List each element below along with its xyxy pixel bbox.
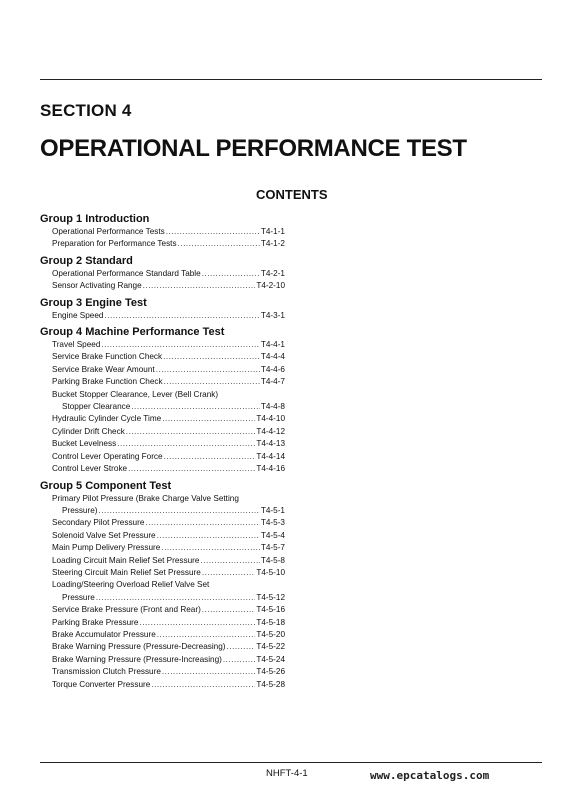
toc-entry[interactable]	[52, 542, 285, 554]
toc-entry[interactable]	[52, 617, 285, 629]
toc-entry-title: Hydraulic Cylinder Cycle Time	[52, 414, 162, 424]
toc-entry[interactable]	[52, 555, 285, 567]
dot-leader	[104, 310, 259, 322]
table-of-contents	[40, 213, 285, 695]
group-title: Group 5 Component Test	[40, 479, 172, 492]
toc-entry-title: Brake Warning Pressure (Pressure-Decreasing)	[52, 642, 226, 652]
toc-entry-page: T4-5-26	[256, 667, 285, 677]
dot-leader	[227, 641, 256, 653]
dot-leader	[164, 376, 260, 388]
dot-leader	[128, 463, 255, 475]
toc-entry[interactable]	[52, 438, 285, 450]
group-title: Group 4 Machine Performance Test	[40, 326, 225, 339]
toc-entry-title: Travel Speed	[52, 340, 101, 350]
dot-leader	[101, 339, 259, 351]
toc-entry-lead: Loading/Steering Overload Relief Valve Set	[52, 580, 210, 590]
toc-entry-page: T4-4-12	[256, 426, 285, 436]
toc-entry-page: T4-5-18	[256, 617, 285, 627]
group-title: Group 2 Standard	[40, 254, 133, 267]
dot-leader	[157, 530, 260, 542]
dot-leader	[166, 226, 260, 238]
toc-entry-page: T4-4-7	[260, 377, 285, 387]
toc-entry[interactable]	[52, 376, 285, 388]
toc-entry[interactable]	[52, 517, 285, 529]
toc-entry-page: T4-5-10	[256, 567, 285, 577]
toc-entry[interactable]	[52, 413, 285, 425]
toc-entry-title: Cylinder Drift Check	[52, 426, 125, 436]
dot-leader	[126, 426, 256, 438]
toc-entry-page: T4-5-20	[256, 629, 285, 639]
toc-entry-page: T4-5-3	[260, 518, 285, 528]
toc-entry-title: Operational Performance Standard Table	[52, 268, 201, 278]
toc-group	[40, 213, 285, 251]
toc-entry-page: T4-5-22	[256, 642, 285, 652]
toc-entry-page: T4-5-4	[260, 530, 285, 540]
toc-entry[interactable]	[52, 451, 285, 463]
toc-entry-page: T4-5-12	[256, 592, 285, 602]
toc-entry-page: T4-5-24	[256, 654, 285, 664]
toc-group	[40, 326, 285, 475]
group-title: Group 3 Engine Test	[40, 296, 147, 309]
dot-leader	[157, 629, 256, 641]
toc-entry-page: T4-4-10	[256, 414, 285, 424]
toc-entry-page: T4-4-8	[260, 402, 285, 412]
toc-entry-page: T4-5-7	[260, 543, 285, 553]
toc-group	[40, 255, 285, 293]
toc-entry-page: T4-4-6	[260, 364, 285, 374]
toc-entry-lead: Bucket Stopper Clearance, Lever (Bell Crank)	[52, 389, 219, 399]
toc-entry[interactable]	[52, 604, 285, 616]
dot-leader	[143, 280, 256, 292]
dot-leader	[131, 401, 260, 413]
toc-entry-title: Service Brake Pressure (Front and Rear)	[52, 605, 201, 615]
toc-entry-title: Service Brake Wear Amount	[52, 364, 155, 374]
toc-entry-title: Control Lever Operating Force	[52, 451, 163, 461]
toc-entry-page: T4-3-1	[260, 310, 285, 320]
toc-entry-page: T4-5-1	[260, 505, 285, 515]
toc-entry-title: Solenoid Valve Set Pressure	[52, 530, 156, 540]
toc-entry-page: T4-1-1	[260, 227, 285, 236]
toc-entry[interactable]	[52, 351, 285, 363]
toc-entry-title: Parking Brake Function Check	[52, 377, 163, 387]
toc-entry[interactable]	[52, 666, 285, 678]
toc-entry[interactable]	[52, 280, 285, 292]
toc-entry-title: Service Brake Function Check	[52, 352, 163, 362]
dot-leader	[223, 654, 255, 666]
toc-entry-title: Torque Converter Pressure	[52, 679, 151, 689]
dot-leader	[178, 238, 260, 250]
toc-entry-title: Brake Warning Pressure (Pressure-Increasing)	[52, 654, 222, 664]
top-rule	[40, 79, 542, 80]
toc-entry[interactable]	[52, 426, 285, 438]
toc-entry[interactable]	[52, 364, 285, 376]
toc-entry-page: T4-2-10	[256, 281, 285, 291]
dot-leader	[156, 364, 260, 376]
dot-leader	[151, 679, 255, 691]
toc-entry-page: T4-4-1	[260, 340, 285, 350]
toc-entry-title: Pressure)	[62, 505, 98, 515]
toc-entry-page: T4-4-16	[256, 464, 285, 474]
toc-entry[interactable]	[52, 567, 285, 579]
toc-entry-title: Steering Circuit Main Relief Set Pressure	[52, 567, 201, 577]
toc-entry[interactable]	[52, 339, 285, 351]
dot-leader	[162, 413, 255, 425]
toc-entry[interactable]	[52, 641, 285, 653]
toc-entry-title: Engine Speed	[52, 310, 104, 320]
toc-entry-title: Preparation for Performance Tests	[52, 239, 177, 249]
dot-leader	[200, 555, 259, 567]
toc-entry[interactable]	[52, 463, 285, 475]
toc-entry-lead: Primary Pilot Pressure (Brake Charge Valve Setting	[52, 493, 239, 503]
toc-entry-page: T4-2-1	[260, 268, 285, 278]
dot-leader	[162, 666, 255, 678]
toc-group	[40, 297, 285, 322]
dot-leader	[202, 268, 260, 280]
toc-entry-title: Control Lever Stroke	[52, 464, 128, 474]
toc-entry[interactable]	[52, 238, 285, 250]
dot-leader	[202, 604, 256, 616]
section-title: OPERATIONAL PERFORMANCE TEST	[40, 135, 467, 162]
toc-entry[interactable]	[52, 679, 285, 691]
toc-entry[interactable]	[52, 530, 285, 542]
dot-leader	[163, 351, 260, 363]
toc-entry-title: Operational Performance Tests	[52, 227, 165, 236]
toc-entry[interactable]	[52, 493, 285, 518]
dot-leader	[96, 592, 256, 604]
toc-entry[interactable]	[52, 226, 285, 238]
dot-leader	[202, 567, 256, 579]
toc-entry-page: T4-1-2	[260, 239, 285, 249]
toc-entry-title: Secondary Pilot Pressure	[52, 518, 145, 528]
contents-heading: CONTENTS	[256, 187, 328, 202]
toc-entry-title: Pressure	[62, 592, 95, 602]
toc-entry-title: Sensor Activating Range	[52, 281, 142, 291]
page-id: NHFT-4-1	[266, 768, 308, 779]
dot-leader	[117, 438, 255, 450]
watermark: www.epcatalogs.com	[370, 769, 490, 782]
toc-entry[interactable]	[52, 654, 285, 666]
toc-entry-title: Transmission Clutch Pressure	[52, 667, 161, 677]
dot-leader	[161, 542, 260, 554]
toc-entry[interactable]	[52, 310, 285, 322]
toc-entry-title: Brake Accumulator Pressure	[52, 629, 156, 639]
toc-entry-title: Loading Circuit Main Relief Set Pressure	[52, 555, 200, 565]
dot-leader	[99, 505, 260, 517]
group-title: Group 1 Introduction	[40, 213, 150, 225]
dot-leader	[139, 617, 255, 629]
dot-leader	[164, 451, 256, 463]
section-label: SECTION 4	[40, 101, 132, 120]
toc-entry-title: Stopper Clearance	[62, 402, 131, 412]
toc-group	[40, 480, 285, 692]
toc-entry[interactable]	[52, 389, 285, 414]
toc-entry-title: Main Pump Delivery Pressure	[52, 543, 161, 553]
dot-leader	[145, 517, 259, 529]
toc-entry-title: Bucket Levelness	[52, 439, 117, 449]
toc-entry-page: T4-5-28	[256, 679, 285, 689]
toc-entry[interactable]	[52, 268, 285, 280]
toc-entry-page: T4-4-4	[260, 352, 285, 362]
toc-entry-page: T4-5-16	[256, 605, 285, 615]
toc-entry-title: Parking Brake Pressure	[52, 617, 139, 627]
toc-entry-page: T4-4-13	[256, 439, 285, 449]
toc-entry-page: T4-4-14	[256, 451, 285, 461]
bottom-rule	[40, 762, 542, 763]
toc-entry[interactable]	[52, 629, 285, 641]
toc-entry-page: T4-5-8	[260, 555, 285, 565]
toc-entry[interactable]	[52, 579, 285, 604]
